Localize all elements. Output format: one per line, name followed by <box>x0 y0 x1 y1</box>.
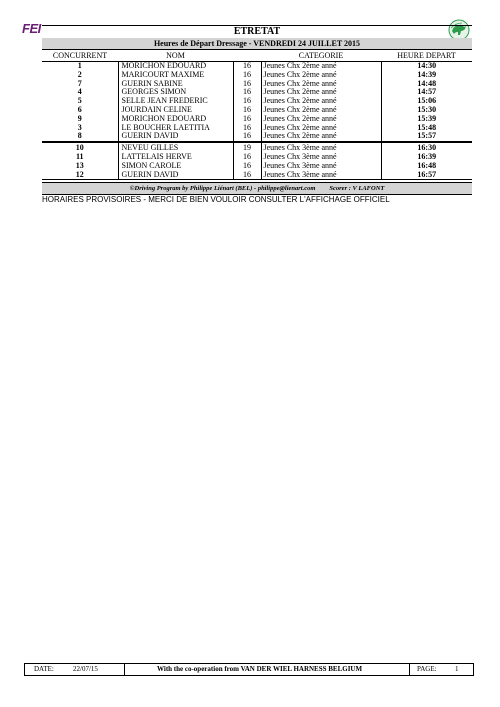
competitor-number: 7 <box>42 80 118 89</box>
col-header-age <box>233 50 261 62</box>
event-title: ETRETAT <box>42 25 472 39</box>
competitor-number: 9 <box>42 115 118 124</box>
start-time: 16:57 <box>381 171 472 180</box>
competitor-category: Jeunes Chx 3ème anné <box>261 142 381 153</box>
competitor-age: 16 <box>233 62 261 71</box>
start-time: 16:30 <box>381 142 472 153</box>
competitor-number: 12 <box>42 171 118 180</box>
competitor-age: 16 <box>233 97 261 106</box>
competitor-category: Jeunes Chx 2ème anné <box>261 132 381 142</box>
program-credit: ©Driving Program by Philippe Liénart (BEL) - philippe@lienart.com <box>129 185 316 192</box>
competitor-number: 8 <box>42 132 118 142</box>
competitor-number: 2 <box>42 71 118 80</box>
footer-date-label: DATE: <box>34 665 54 673</box>
competitor-age: 16 <box>233 132 261 142</box>
start-list-body <box>42 62 472 180</box>
table-row <box>42 162 472 171</box>
start-time: 14:48 <box>417 79 437 88</box>
competitor-category: Jeunes Chx 2ème anné <box>261 124 381 133</box>
footer-page-label: PAGE: <box>417 665 437 673</box>
competitor-age: 16 <box>233 88 261 97</box>
start-time: 15:39 <box>417 114 437 123</box>
start-time: 15:06 <box>417 97 437 106</box>
competitor-number: 4 <box>42 88 118 97</box>
competitor-name: GUERIN SABINE <box>118 80 233 89</box>
table-row <box>42 115 472 124</box>
competitor-number: 3 <box>42 124 118 133</box>
competitor-number: 6 <box>42 106 118 115</box>
competitor-name: GEORGES SIMON <box>118 88 233 97</box>
table-header-row <box>42 50 472 62</box>
competitor-number: 11 <box>42 153 118 162</box>
competitor-age: 16 <box>233 115 261 124</box>
footer-cooperation: With the co-operation from VAN DER WIEL HARNESS BELGIUM <box>157 665 363 673</box>
competitor-number: 13 <box>42 162 118 171</box>
competitor-number: 5 <box>42 97 118 106</box>
table-row <box>42 142 472 153</box>
table-row <box>42 132 472 142</box>
competitor-name: JOURDAIN CELINE <box>118 106 233 115</box>
competitor-category: Jeunes Chx 3ème anné <box>261 162 381 171</box>
competitor-category: Jeunes Chx 2ème anné <box>261 71 381 80</box>
table-row <box>42 88 472 97</box>
table-row <box>42 97 472 106</box>
start-time: 16:39 <box>417 152 437 161</box>
competitor-name: SELLE JEAN FREDERIC <box>118 97 233 106</box>
start-time: 14:39 <box>417 70 437 79</box>
competitor-age: 16 <box>233 106 261 115</box>
competitor-category: Jeunes Chx 2ème anné <box>261 62 381 71</box>
competitor-name: MARICOURT MAXIME <box>118 71 233 80</box>
competitor-name: LATTELAIS HERVE <box>118 153 233 162</box>
competitor-category: Jeunes Chx 2ème anné <box>261 106 381 115</box>
page-footer <box>24 663 474 676</box>
col-header-competitor: CONCURRENT <box>42 50 118 62</box>
competitor-category: Jeunes Chx 2ème anné <box>261 88 381 97</box>
competitor-age: 16 <box>233 171 261 180</box>
fei-logo: FEI <box>22 21 41 36</box>
start-time: 15:48 <box>417 123 437 132</box>
start-time: 14:57 <box>417 88 437 97</box>
competitor-age: 16 <box>233 124 261 133</box>
footer-page-value: 1 <box>455 665 459 673</box>
competitor-age: 19 <box>233 142 261 153</box>
table-row <box>42 171 472 180</box>
start-time: 15:57 <box>381 132 472 142</box>
competitor-number: 10 <box>42 142 118 153</box>
competitor-age: 16 <box>233 71 261 80</box>
competitor-number: 1 <box>42 62 118 71</box>
scorer-credit: Scorer : V LAFONT <box>329 185 385 192</box>
competitor-category: Jeunes Chx 2ème anné <box>261 80 381 89</box>
table-row <box>42 106 472 115</box>
start-time: 16:48 <box>417 161 437 170</box>
footer-divider <box>124 664 125 675</box>
col-header-category: CATEGORIE <box>261 50 381 62</box>
schedule-subtitle: Heures de Départ Dressage - VENDREDI 24 JUILLET 2015 <box>42 38 472 50</box>
competitor-name: MORICHON EDOUARD <box>118 62 233 71</box>
competitor-category: Jeunes Chx 2ème anné <box>261 97 381 106</box>
col-header-name: NOM <box>118 50 233 62</box>
competitor-age: 16 <box>233 162 261 171</box>
start-time: 14:30 <box>417 61 437 70</box>
competitor-age: 16 <box>233 80 261 89</box>
provisional-note: HORAIRES PROVISOIRES - MERCI DE BIEN VOULOIR CONSULTER L'AFFICHAGE OFFICIEL <box>42 195 390 204</box>
competitor-category: Jeunes Chx 3ème anné <box>261 153 381 162</box>
competitor-age: 16 <box>233 153 261 162</box>
footer-date-value: 22/07/15 <box>73 665 98 673</box>
table-row <box>42 71 472 80</box>
competitor-name: MORICHON EDOUARD <box>118 115 233 124</box>
start-time: 15:30 <box>417 105 437 114</box>
start-list-table <box>42 50 472 180</box>
competitor-name: GUERIN DAVID <box>118 171 233 180</box>
competitor-category: Jeunes Chx 2ème anné <box>261 115 381 124</box>
competitor-name: NEVEU GILLES <box>118 142 233 153</box>
table-row <box>42 80 472 89</box>
competitor-name: GUERIN DAVID <box>118 132 233 142</box>
table-row <box>42 124 472 133</box>
competitor-name: LE BOUCHER LAETITIA <box>118 124 233 133</box>
col-header-start-time: HEURE DEPART <box>381 50 472 62</box>
competitor-name: SIMON CAROLE <box>118 162 233 171</box>
competitor-category: Jeunes Chx 3ème anné <box>261 171 381 180</box>
table-row <box>42 62 472 71</box>
table-row <box>42 153 472 162</box>
footer-divider <box>409 664 410 675</box>
